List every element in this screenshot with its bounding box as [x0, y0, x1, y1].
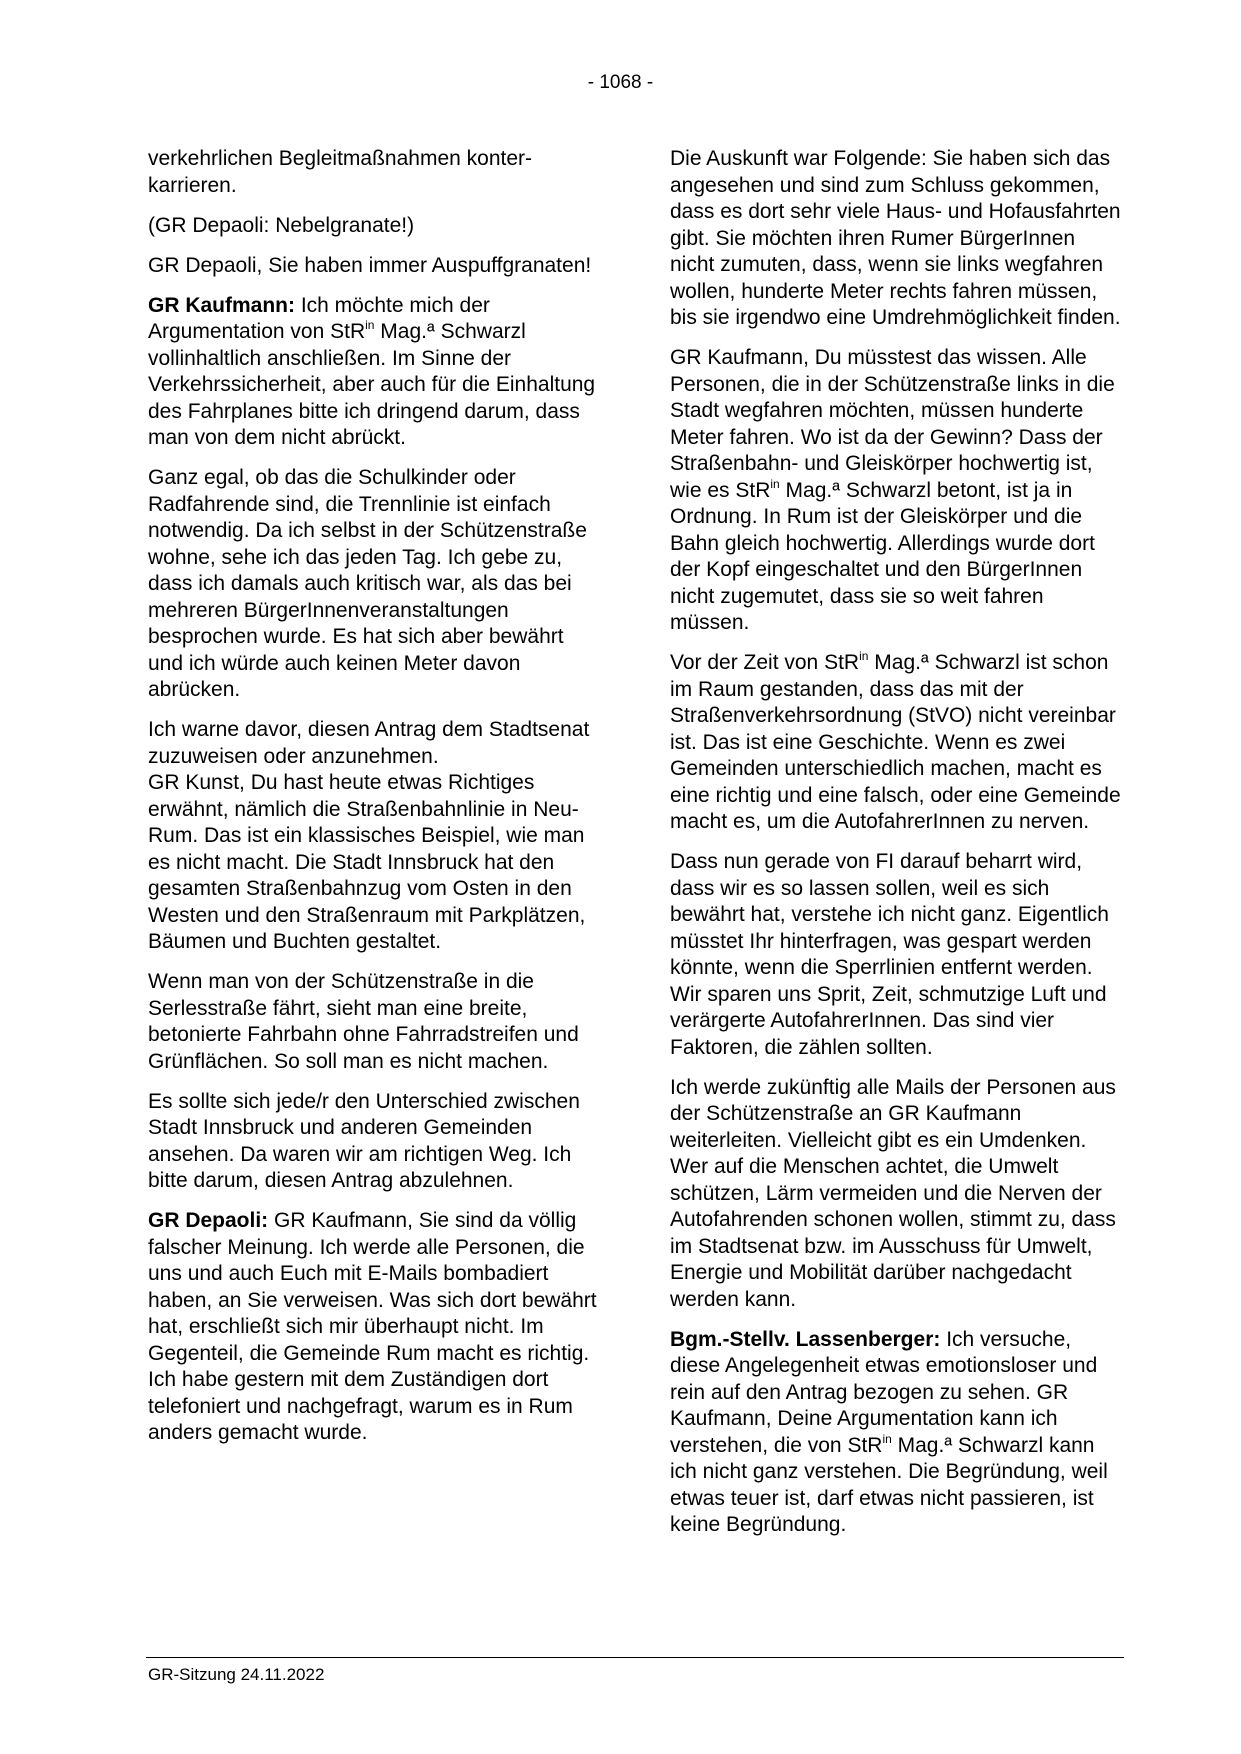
paragraph-text: GR Kaufmann, Du müsstest das wissen. Alle Personen, die in der Schützenstraße links in die Stadt wegfahren möchten, müssen hunderte Meter fahren. Wo ist da der Gewinn? Dass der Straßenbahn- und Gleiskörper hochwertig ist, wie es StR: [670, 346, 1115, 502]
paragraph: verkehrlichen Begleitmaßnahmen konter-karrieren.: [148, 147, 533, 197]
paragraph: Wenn man von der Schützenstraße in die Serlesstraße fährt, sieht man eine breite, betonierte Fahrbahn ohne Fahrradstreifen und Grünflächen. So soll man es nicht machen.: [148, 970, 579, 1073]
paragraph-text: Mag.ª Schwarzl betont, ist ja in Ordnung. In Rum ist der Gleiskörper und die Bahn gleich hochwertig. Allerdings wurde dort der Kopf eingeschaltet und den BürgerInnen nicht zugemutet, dass sie so weit fahren müssen.: [670, 478, 1095, 634]
speech-text: Ich versuche, diese Angelegenheit etwas emotionsloser und rein auf den Antrag bezogen zu sehen. GR Kaufmann, Deine Argumentation kann ich verstehen, die von StR: [670, 1327, 1098, 1457]
speaker-name: GR Kaufmann:: [148, 293, 295, 317]
footer-divider: [146, 1657, 1124, 1658]
paragraph: GR Depaoli, Sie haben immer Auspuffgranaten!: [148, 253, 592, 277]
paragraph: Ich werde zukünftig alle Mails der Personen aus der Schützenstraße an GR Kaufmann weiterleiten. Vielleicht gibt es ein Umdenken. Wer auf die Menschen achtet, die Umwelt schützen, Lärm vermeiden und die Nerven der Autofahrenden schonen wollen, stimmt zu, dass im Stadtsenat bzw. im Ausschuss für Umwelt, Energie und Mobilität darüber nachgedacht werden kann.: [670, 1075, 1116, 1311]
paragraph: Es sollte sich jede/r den Unterschied zwischen Stadt Innsbruck und anderen Gemeinden ansehen. Da waren wir am richtigen Weg. Ich bitte darum, diesen Antrag abzulehnen.: [148, 1089, 580, 1192]
paragraph: Ganz egal, ob das die Schulkinder oder Radfahrende sind, die Trennlinie ist einfach notwendig. Da ich selbst in der Schützenstraße wohne, sehe ich das jeden Tag. Ich gebe zu, dass ich damals auch kritisch war, als das bei mehreren BürgerInnenveranstaltungen besprochen wurde. Es hat sich aber bewährt und ich würde auch keinen Meter davon abrücken.: [148, 466, 587, 701]
paragraph: [148, 717, 600, 956]
paragraph: Dass nun gerade von FI darauf beharrt wird, dass wir es so lassen sollen, weil es sich bewährt hat, verstehe ich nicht ganz. Eigentlich müsstet Ihr hinterfragen, was gespart werden könnte, wenn die Sperrlinien entfernt werden. Wir sparen uns Sprit, Zeit, schmutzige Luft und verärgerte AutofahrerInnen. Das sind vier Faktoren, die zählen sollten.: [670, 850, 1109, 1059]
superscript: in: [859, 649, 869, 663]
paragraph: [670, 650, 1122, 836]
paragraph: Die Auskunft war Folgende: Sie haben sich das angesehen und sind zum Schluss gekommen, dass es dort sehr viele Haus- und Hofausfahrten gibt. Sie möchten ihren Rumer BürgerInnen nicht zumuten, dass, wenn sie links wegfahren wollen, hunderte Meter rechts fahren müssen, bis sie irgendwo eine Umdrehmöglichkeit finden.: [670, 147, 1121, 329]
speech-lassenberger: [670, 1327, 1122, 1539]
superscript: in: [365, 318, 375, 332]
paragraph-text: Mag.ª Schwarzl ist schon im Raum gestanden, dass das mit der Straßenverkehrsordnung (StVO) nicht vereinbar ist. Das ist eine Geschichte. Wenn es zwei Gemeinden unterschiedlich machen, macht es eine richtig und eine falsch, oder eine Gemeinde macht es, um die AutofahrerInnen zu nerven.: [670, 651, 1121, 833]
footer-session-date: GR-Sitzung 24.11.2022: [148, 1665, 325, 1684]
superscript: in: [882, 1431, 892, 1446]
speaker-name: Bgm.-Stellv. Lassenberger:: [670, 1327, 941, 1351]
interjection: (GR Depaoli: Nebelgranate!): [148, 213, 415, 237]
superscript: in: [770, 476, 780, 491]
speech-text: Mag.ª Schwarzl vollinhaltlich anschließen. Im Sinne der Verkehrssicherheit, aber auch für die Einhaltung des Fahrplanes bitte ich dringend darum, dass man von dem nicht abrückt.: [148, 320, 596, 449]
speaker-name: GR Depaoli:: [148, 1209, 269, 1232]
paragraph-line: Ich warne davor, diesen Antrag dem Stadtsenat zuzuweisen oder anzunehmen.: [148, 718, 590, 768]
paragraph-line: GR Kunst, Du hast heute etwas Richtiges erwähnt, nämlich die Straßenbahnlinie in Neu-Rum. Das ist ein klassisches Beispiel, wie man es nicht macht. Die Stadt Innsbruck hat den gesamten Straßenbahnzug vom Osten in den Westen und den Straßenraum mit Parkplätzen, Bäumen und Buchten gestaltet.: [148, 771, 586, 953]
speech-depaoli: [148, 1208, 600, 1447]
left-column: [148, 146, 600, 1460]
speech-text: Ich möchte mich der Argumentation von StR: [148, 293, 490, 343]
speech-text: GR Kaufmann, Sie sind da völlig falscher Meinung. Ich werde alle Personen, die uns und auch Euch mit E-Mails bombadiert haben, an Sie verweisen. Was sich dort bewährt hat, erschließt sich mir überhaupt nicht. Im Gegenteil, die Gemeinde Rum macht es richtig. Ich habe gestern mit dem Zuständigen dort telefoniert und nachgefragt, warum es in Rum anders gemacht wurde.: [148, 1209, 597, 1444]
speech-kaufmann: [148, 293, 600, 452]
paragraph: [670, 345, 1122, 637]
speech-text: Mag.ª Schwarzl kann ich nicht ganz verstehen. Die Begründung, weil etwas teuer ist, darf etwas nicht passieren, ist keine Begründung.: [670, 1433, 1108, 1536]
right-column: [670, 146, 1122, 1552]
page-number: - 1068 -: [587, 72, 654, 93]
paragraph-text: Vor der Zeit von StR: [670, 651, 860, 674]
